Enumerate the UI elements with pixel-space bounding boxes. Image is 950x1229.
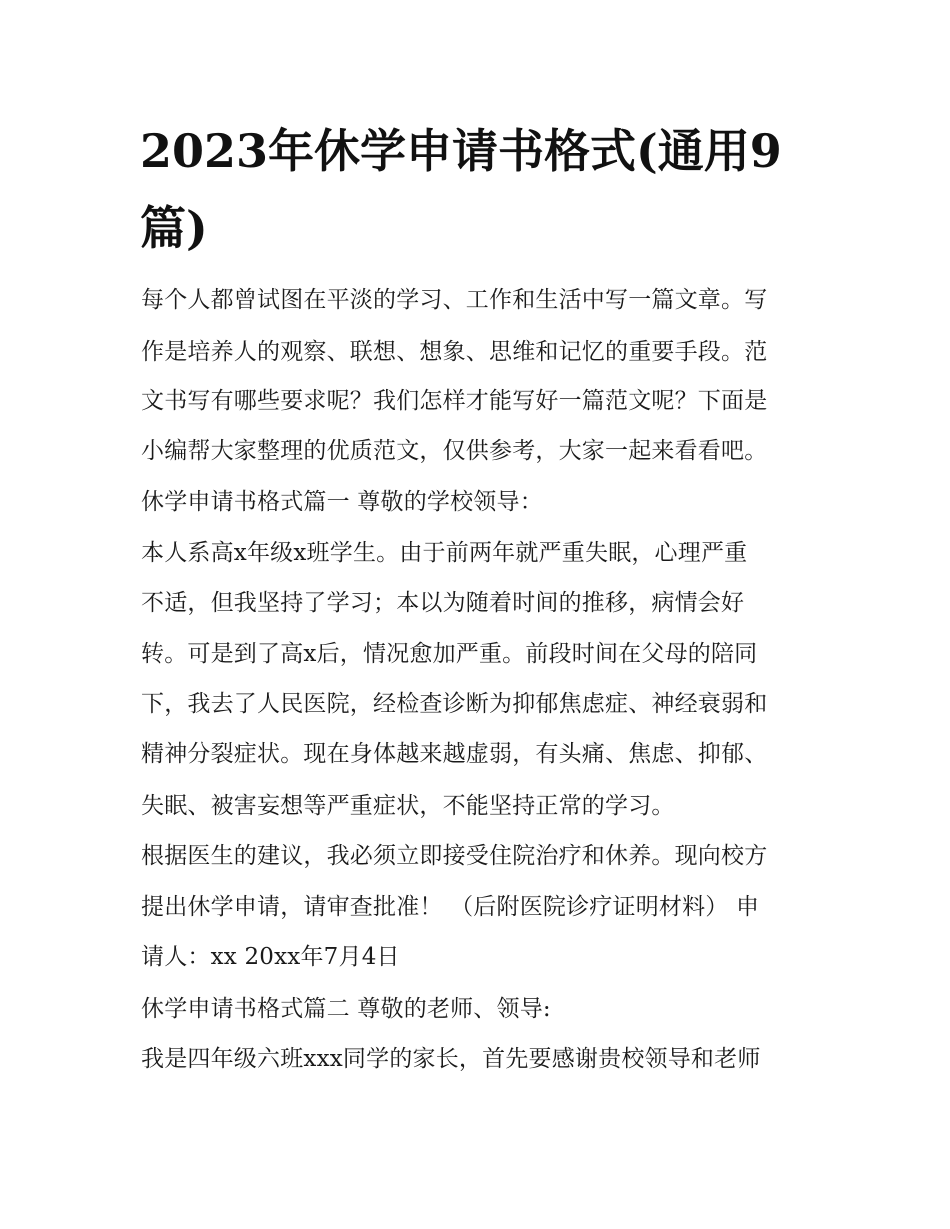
body-line: 请人：xx 20xx年7月4日: [141, 944, 400, 970]
section-heading-line: 休学申请书格式篇一 尊敬的学校领导：: [141, 489, 543, 515]
body-line: 失眠、被害妄想等严重症状，不能坚持正常的学习。: [141, 793, 675, 819]
body-line: 提出休学申请，请审查批准！ （后附医院诊疗证明材料） 申: [141, 894, 760, 920]
body-line: 每个人都曾试图在平淡的学习、工作和生活中写一篇文章。写: [141, 287, 768, 313]
body-line: 我是四年级六班xxx同学的家长，首先要感谢贵校领导和老师: [141, 1046, 761, 1072]
body-line: 转。可是到了高x后，情况愈加严重。前段时间在父母的陪同: [141, 641, 758, 667]
body-line: 作是培养人的观察、联想、想象、思维和记忆的重要手段。范: [141, 339, 768, 365]
document-title-line-2: 篇): [140, 201, 208, 255]
body-line: 根据医生的建议，我必须立即接受住院治疗和休养。现向校方: [141, 843, 768, 869]
body-line: 本人系高x年级x班学生。由于前两年就严重失眠，心理严重: [141, 540, 748, 566]
body-line: 小编帮大家整理的优质范文，仅供参考，大家一起来看看吧。: [141, 438, 768, 464]
body-line: 不适，但我坚持了学习；本以为随着时间的推移，病情会好: [141, 590, 745, 616]
document-title-line-1: 2023年休学申请书格式(通用9: [140, 124, 782, 178]
section-heading-line: 休学申请书格式篇二 尊敬的老师、领导:: [141, 996, 551, 1022]
body-line: 文书写有哪些要求呢？我们怎样才能写好一篇范文呢？下面是: [141, 388, 768, 414]
body-line: 精神分裂症状。现在身体越来越虚弱，有头痛、焦虑、抑郁、: [141, 741, 768, 767]
body-line: 下，我去了人民医院，经检查诊断为抑郁焦虑症、神经衰弱和: [141, 691, 768, 717]
